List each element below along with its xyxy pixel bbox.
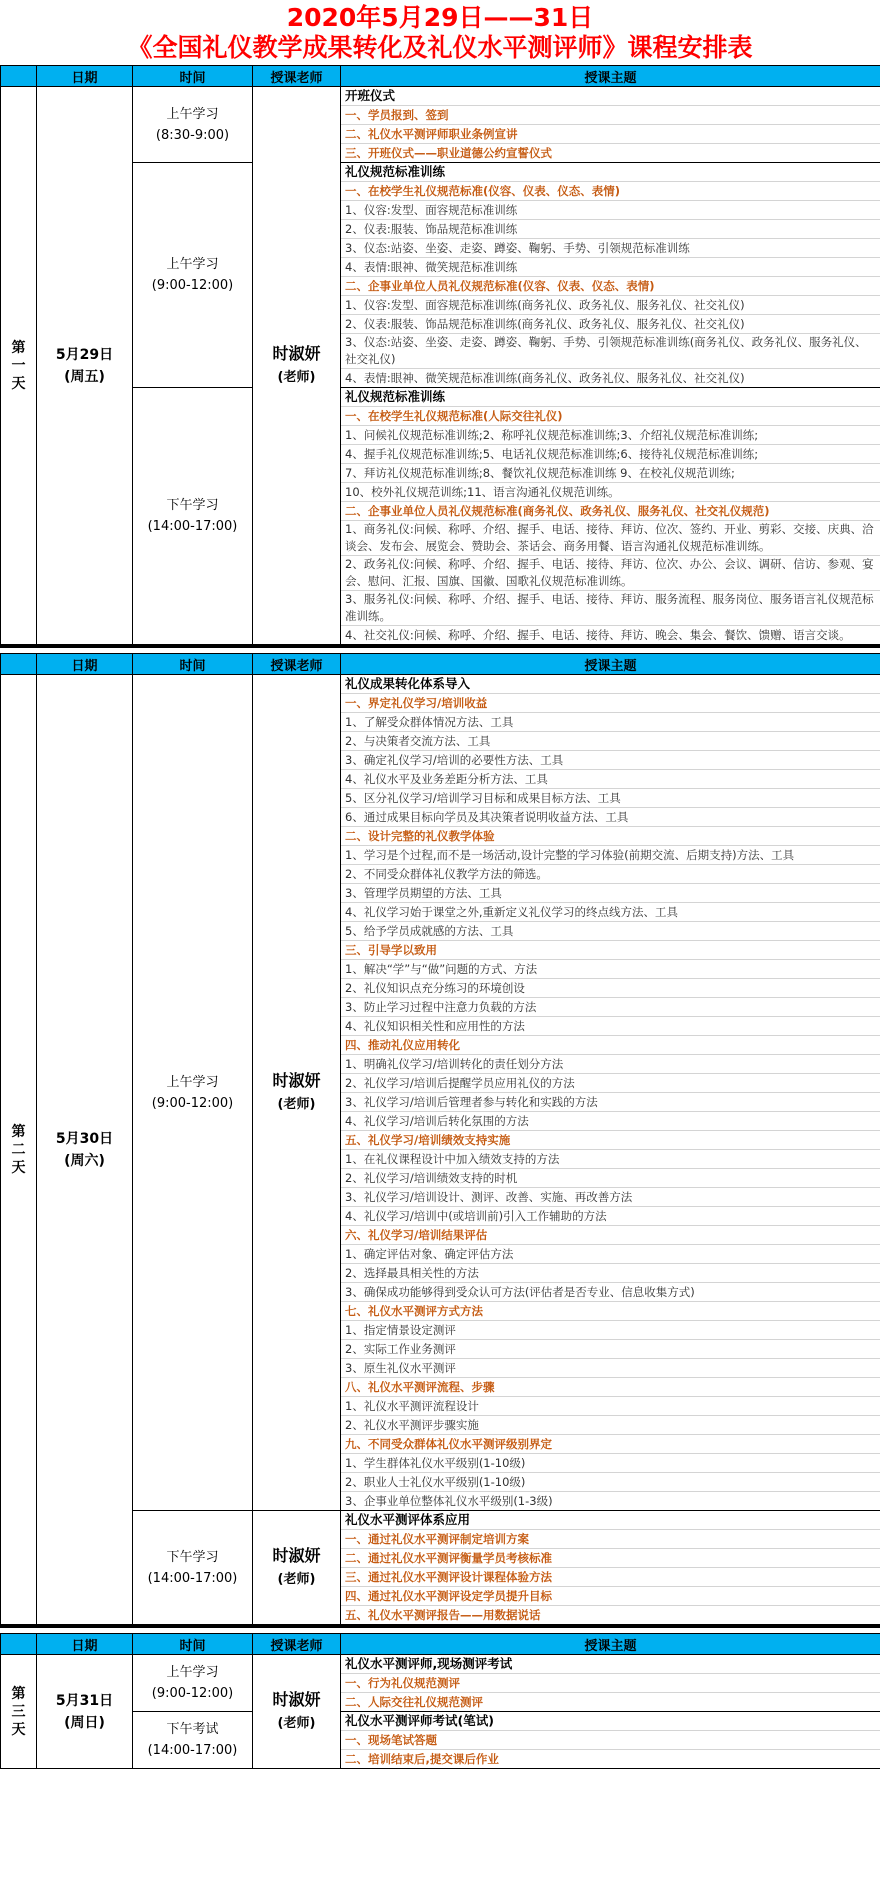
topic-cell: [341, 1511, 880, 1625]
day-table: [0, 65, 880, 645]
header-blank: [1, 654, 37, 675]
title-line-1: 2020年5月29日——31日: [286, 3, 594, 32]
day-label-char: 三: [11, 1703, 26, 1720]
session-label: 上午学习: [166, 1074, 219, 1090]
topic-cell: [341, 87, 880, 163]
topic-section: 一、行为礼仪规范测评: [341, 1674, 880, 1693]
topic-section: 二、培训结束后,提交课后作业: [345, 1752, 499, 1766]
date-cell: [37, 1655, 133, 1769]
time-cell: [133, 1511, 253, 1625]
title-line-2: 《全国礼仪教学成果转化及礼仪水平测评师》课程安排表: [127, 33, 753, 62]
topic-item: 1、明确礼仪学习/培训转化的责任划分方法: [341, 1055, 880, 1074]
topic-heading: 礼仪规范标准训练: [341, 163, 880, 182]
topic-item: 2、礼仪知识点充分练习的环境创设: [341, 979, 880, 998]
session-row: [1, 388, 880, 645]
topic-item: 4、礼仪学习/培训后转化氛围的方法: [341, 1112, 880, 1131]
schedule-tables: [0, 65, 880, 1769]
topic-item: 10、校外礼仪规范训练;11、语言沟通礼仪规范训练。: [341, 483, 880, 502]
topic-section: 二、礼仪水平测评师职业条例宣讲: [341, 125, 880, 144]
topic-item: 1、确定评估对象、确定评估方法: [341, 1245, 880, 1264]
topic-item: 2、实际工作业务测评: [341, 1340, 880, 1359]
time-cell: [133, 87, 253, 163]
topic-item: 2、礼仪水平测评步骤实施: [341, 1416, 880, 1435]
teacher-role: (老师): [277, 1715, 316, 1731]
topic-section: 六、礼仪学习/培训结果评估: [341, 1226, 880, 1245]
day-table: [0, 1633, 880, 1769]
teacher-cell: [253, 1511, 341, 1625]
header-date: 日期: [37, 1634, 133, 1655]
topic-section: 五、礼仪学习/培训绩效支持实施: [341, 1131, 880, 1150]
topic-item: 4、礼仪学习/培训中(或培训前)引入工作辅助的方法: [341, 1207, 880, 1226]
teacher-role: (老师): [277, 1096, 316, 1112]
topic-item: 2、选择最具相关性的方法: [341, 1264, 880, 1283]
topic-item: 3、服务礼仪:问候、称呼、介绍、握手、电话、接待、拜访、服务流程、服务岗位、服务语言礼仪规范标准训练。: [341, 591, 880, 626]
header-date: 日期: [37, 654, 133, 675]
topic-item: 3、原生礼仪水平测评: [341, 1359, 880, 1378]
topic-item: 6、通过成果目标向学员及其决策者说明收益方法、工具: [341, 808, 880, 827]
day-label-char: 第: [11, 339, 26, 356]
topic-section: 三、通过礼仪水平测评设计课程体验方法: [341, 1568, 880, 1587]
header-teacher: 授课老师: [253, 654, 341, 675]
header-blank: [1, 66, 37, 87]
topic-cell: [341, 1655, 880, 1712]
topic-section: 一、在校学生礼仪规范标准(人际交往礼仪): [341, 407, 880, 426]
topic-heading: 礼仪水平测评师,现场测评考试: [341, 1655, 880, 1674]
weekday-text: (周日): [64, 1714, 105, 1731]
day-label-char: 第: [11, 1685, 26, 1702]
topic-item: 4、表情:眼神、微笑规范标准训练(商务礼仪、政务礼仪、服务礼仪、社交礼仪): [345, 371, 745, 385]
session-label: 上午学习: [166, 106, 219, 122]
topic-item: 3、仪态:站姿、坐姿、走姿、蹲姿、鞠躬、手势、引领规范标准训练: [341, 239, 880, 258]
topic-section: 七、礼仪水平测评方式方法: [341, 1302, 880, 1321]
topic-item: 1、问候礼仪规范标准训练;2、称呼礼仪规范标准训练;3、介绍礼仪规范标准训练;: [341, 426, 880, 445]
session-label: 下午学习: [166, 498, 219, 513]
topic-item: 1、仪容:发型、面容规范标准训练(商务礼仪、政务礼仪、服务礼仪、社交礼仪): [341, 296, 880, 315]
day-label-char: 第: [11, 1123, 26, 1140]
header-teacher: 授课老师: [253, 1634, 341, 1655]
topic-item: 4、社交礼仪:问候、称呼、介绍、握手、电话、接待、拜访、晚会、集会、餐饮、馈赠、语言交谈。: [345, 628, 851, 642]
topic-section: 四、推动礼仪应用转化: [341, 1036, 880, 1055]
header-time: 时间: [133, 654, 253, 675]
date-cell: [37, 87, 133, 645]
topic-section: 三、开班仪式——职业道德公约宣誓仪式: [345, 146, 552, 160]
header-teacher: 授课老师: [253, 66, 341, 87]
topic-section: 四、通过礼仪水平测评设定学员提升目标: [341, 1587, 880, 1606]
topic-item: 2、不同受众群体礼仪教学方法的筛选。: [341, 865, 880, 884]
topic-section: 一、学员报到、签到: [341, 106, 880, 125]
topic-section: 一、界定礼仪学习/培训收益: [341, 694, 880, 713]
time-cell: [133, 1712, 253, 1769]
topic-item: 1、了解受众群体情况方法、工具: [341, 713, 880, 732]
topic-section: 一、通过礼仪水平测评制定培训方案: [341, 1530, 880, 1549]
weekday-text: (周六): [64, 1152, 105, 1169]
topic-item: 2、职业人士礼仪水平级别(1-10级): [341, 1473, 880, 1492]
topic-cell: [341, 388, 880, 645]
topic-cell: [341, 1712, 880, 1769]
topic-section: 九、不同受众群体礼仪水平测评级别界定: [341, 1435, 880, 1454]
topic-section: 二、人际交往礼仪规范测评: [345, 1695, 483, 1709]
session-row: [1, 1655, 880, 1712]
topic-section: 二、企事业单位人员礼仪规范标准(商务礼仪、政务礼仪、服务礼仪、社交礼仪规范): [341, 502, 880, 521]
topic-section: 五、礼仪水平测评报告——用数据说话: [345, 1608, 541, 1622]
topic-item: 1、学生群体礼仪水平级别(1-10级): [341, 1454, 880, 1473]
topic-heading: 礼仪水平测评师考试(笔试): [341, 1712, 880, 1731]
topic-section: 一、现场笔试答题: [341, 1731, 880, 1750]
topic-item: 2、仪表:服装、饰品规范标准训练(商务礼仪、政务礼仪、服务礼仪、社交礼仪): [341, 315, 880, 334]
day-label: [1, 1655, 37, 1769]
topic-item: 2、与决策者交流方法、工具: [341, 732, 880, 751]
topic-item: 4、表情:眼神、微笑规范标准训练: [341, 258, 880, 277]
topic-item: 2、仪表:服装、饰品规范标准训练: [341, 220, 880, 239]
topic-cell: [341, 163, 880, 388]
date-cell: [37, 675, 133, 1625]
weekday-text: (周五): [64, 368, 105, 385]
session-label: 下午学习: [166, 1549, 219, 1565]
day-label-char: 一: [11, 357, 26, 374]
teacher-role: (老师): [277, 369, 316, 385]
header-topic: 授课主题: [341, 654, 880, 675]
topic-item: 1、学习是个过程,而不是一场活动,设计完整的学习体验(前期交流、后期支持)方法、工具: [341, 846, 880, 865]
topic-section: 二、设计完整的礼仪教学体验: [341, 827, 880, 846]
topic-item: 1、在礼仪课程设计中加入绩效支持的方法: [341, 1150, 880, 1169]
topic-section: 八、礼仪水平测评流程、步骤: [341, 1378, 880, 1397]
topic-item: 3、企事业单位整体礼仪水平级别(1-3级): [345, 1494, 553, 1508]
topic-item: 3、确保成功能够得到受众认可方法(评估者是否专业、信息收集方式): [341, 1283, 880, 1302]
topic-item: 1、解决“学”与“做”问题的方式、方法: [341, 960, 880, 979]
teacher-name: 时淑妍: [272, 1545, 321, 1565]
topic-item: 5、给予学员成就感的方法、工具: [341, 922, 880, 941]
topic-item: 2、礼仪学习/培训后提醒学员应用礼仪的方法: [341, 1074, 880, 1093]
topic-cell: [341, 675, 880, 1511]
header-time: 时间: [133, 1634, 253, 1655]
header-topic: 授课主题: [341, 66, 880, 87]
teacher-cell: [253, 87, 341, 645]
session-row: [1, 1511, 880, 1625]
topic-section: 二、企事业单位人员礼仪规范标准(仪容、仪表、仪态、表情): [341, 277, 880, 296]
topic-item: 3、管理学员期望的方法、工具: [341, 884, 880, 903]
session-time-range: (9:00-12:00): [151, 1095, 234, 1111]
date-text: 5月31日: [55, 1692, 114, 1709]
topic-item: 7、拜访礼仪规范标准训练;8、餐饮礼仪规范标准训练 9、在校礼仪规范训练;: [341, 464, 880, 483]
topic-heading: 开班仪式: [341, 87, 880, 106]
session-time-range: (9:00-12:00): [151, 1686, 234, 1701]
table-header-row: [1, 1634, 880, 1655]
day-label-char: 二: [11, 1141, 26, 1158]
session-label: 上午学习: [166, 257, 219, 272]
session-time-range: (9:00-12:00): [151, 278, 234, 293]
time-cell: [133, 675, 253, 1511]
day-separator: [0, 645, 880, 653]
day-separator: [0, 1625, 880, 1633]
topic-item: 5、区分礼仪学习/培训学习目标和成果目标方法、工具: [341, 789, 880, 808]
day-label: [1, 675, 37, 1625]
topic-item: 4、握手礼仪规范标准训练;5、电话礼仪规范标准训练;6、接待礼仪规范标准训练;: [341, 445, 880, 464]
topic-item: 1、商务礼仪:问候、称呼、介绍、握手、电话、接待、拜访、位次、签约、开业、剪彩、交接、庆典、洽谈会、发布会、展览会、赞助会、茶话会、商务用餐、语言沟通礼仪规范标准训练。: [341, 521, 880, 556]
page-title: [0, 0, 880, 65]
topic-item: 4、礼仪学习始于课堂之外,重新定义礼仪学习的终点线方法、工具: [341, 903, 880, 922]
topic-item: 1、指定情景设定测评: [341, 1321, 880, 1340]
topic-item: 3、仪态:站姿、坐姿、走姿、蹲姿、鞠躬、手势、引领规范标准训练(商务礼仪、政务礼仪、服务礼仪、社交礼仪): [341, 334, 880, 369]
header-topic: 授课主题: [341, 1634, 880, 1655]
topic-heading: 礼仪成果转化体系导入: [341, 675, 880, 694]
topic-item: 3、确定礼仪学习/培训的必要性方法、工具: [341, 751, 880, 770]
day-table: [0, 653, 880, 1625]
topic-heading: 礼仪规范标准训练: [341, 388, 880, 407]
topic-item: 1、仪容:发型、面容规范标准训练: [341, 201, 880, 220]
date-text: 5月29日: [55, 346, 114, 363]
session-time-range: (14:00-17:00): [147, 1743, 238, 1758]
topic-item: 2、礼仪学习/培训绩效支持的时机: [341, 1169, 880, 1188]
time-cell: [133, 1655, 253, 1712]
table-header-row: [1, 654, 880, 675]
teacher-name: 时淑妍: [272, 343, 321, 363]
topic-section: 二、通过礼仪水平测评衡量学员考核标准: [341, 1549, 880, 1568]
date-text: 5月30日: [55, 1130, 114, 1147]
teacher-cell: [253, 1655, 341, 1769]
topic-section: 三、引导学以致用: [341, 941, 880, 960]
teacher-role: (老师): [277, 1571, 316, 1587]
day-label-char: 天: [11, 375, 26, 392]
time-cell: [133, 388, 253, 645]
session-time-range: (14:00-17:00): [147, 1570, 238, 1586]
topic-item: 3、防止学习过程中注意力负载的方法: [341, 998, 880, 1017]
teacher-name: 时淑妍: [272, 1689, 321, 1709]
topic-item: 3、礼仪学习/培训后管理者参与转化和实践的方法: [341, 1093, 880, 1112]
topic-section: 一、在校学生礼仪规范标准(仪容、仪表、仪态、表情): [341, 182, 880, 201]
teacher-cell: [253, 675, 341, 1511]
day-label-char: 天: [11, 1159, 26, 1176]
day-label-char: 天: [11, 1721, 26, 1738]
session-row: [1, 87, 880, 163]
topic-item: 2、政务礼仪:问候、称呼、介绍、握手、电话、接待、拜访、位次、办公、会议、调研、信访、参观、宴会、慰问、汇报、国旗、国徽、国歌礼仪规范标准训练。: [341, 556, 880, 591]
session-label: 上午学习: [166, 1665, 219, 1680]
time-cell: [133, 163, 253, 388]
topic-item: 4、礼仪水平及业务差距分析方法、工具: [341, 770, 880, 789]
topic-heading: 礼仪水平测评体系应用: [341, 1511, 880, 1530]
session-row: [1, 675, 880, 1511]
header-date: 日期: [37, 66, 133, 87]
session-time-range: (14:00-17:00): [147, 519, 238, 534]
table-header-row: [1, 66, 880, 87]
teacher-name: 时淑妍: [272, 1070, 321, 1090]
session-time-range: (8:30-9:00): [155, 127, 230, 143]
session-row: [1, 1712, 880, 1769]
topic-item: 3、礼仪学习/培训设计、测评、改善、实施、再改善方法: [341, 1188, 880, 1207]
session-row: [1, 163, 880, 388]
topic-item: 4、礼仪知识相关性和应用性的方法: [341, 1017, 880, 1036]
header-time: 时间: [133, 66, 253, 87]
topic-item: 1、礼仪水平测评流程设计: [341, 1397, 880, 1416]
header-blank: [1, 1634, 37, 1655]
session-label: 下午考试: [166, 1722, 219, 1737]
day-label: [1, 87, 37, 645]
